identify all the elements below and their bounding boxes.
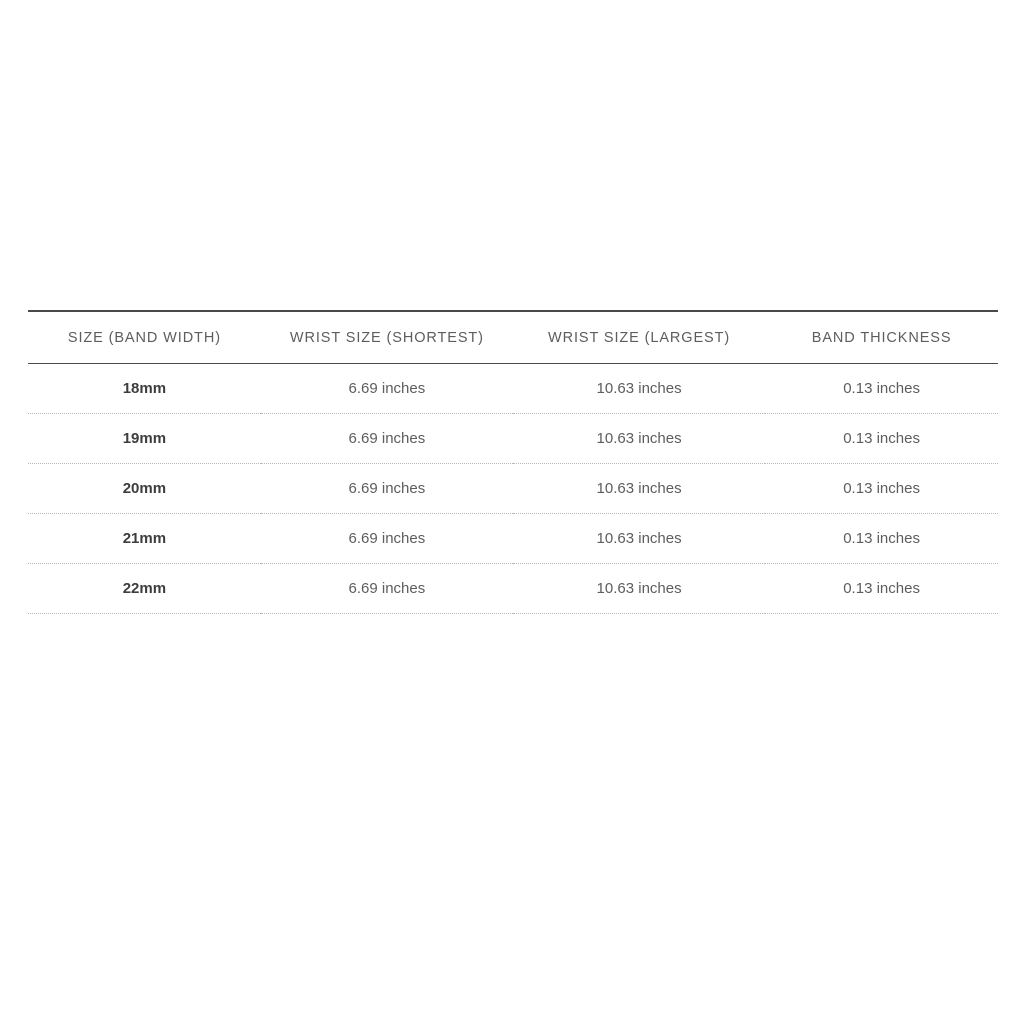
- table-body: [28, 364, 998, 614]
- cell-band-thickness: 0.13 inches: [843, 580, 920, 597]
- size-chart-container: [28, 310, 998, 614]
- cell-wrist-shortest: 6.69 inches: [348, 580, 426, 597]
- cell-wrist-largest: 10.63 inches: [596, 480, 682, 497]
- size-chart-table: [28, 310, 998, 614]
- column-header-wrist-shortest: WRIST SIZE (SHORTEST): [289, 330, 484, 346]
- cell-band-thickness: 0.13 inches: [843, 430, 920, 447]
- table-row: [28, 464, 998, 514]
- cell-band-thickness: 0.13 inches: [843, 480, 920, 497]
- cell-size: 18mm: [122, 380, 167, 397]
- cell-wrist-shortest: 6.69 inches: [348, 380, 426, 397]
- cell-band-thickness: 0.13 inches: [843, 380, 920, 397]
- cell-wrist-shortest: 6.69 inches: [348, 430, 426, 447]
- cell-wrist-largest: 10.63 inches: [596, 430, 682, 447]
- column-header-size: SIZE (BAND WIDTH): [67, 330, 221, 346]
- cell-wrist-shortest: 6.69 inches: [348, 480, 426, 497]
- table-row: [28, 414, 998, 464]
- table-row: [28, 564, 998, 614]
- cell-size: 21mm: [122, 530, 167, 547]
- cell-size: 19mm: [122, 430, 167, 447]
- cell-band-thickness: 0.13 inches: [843, 530, 920, 547]
- table-header: [28, 311, 998, 364]
- column-header-wrist-largest: WRIST SIZE (LARGEST): [548, 330, 731, 346]
- cell-wrist-largest: 10.63 inches: [596, 380, 682, 397]
- cell-size: 20mm: [122, 480, 167, 497]
- table-row: [28, 514, 998, 564]
- table-row: [28, 364, 998, 414]
- cell-size: 22mm: [122, 580, 167, 597]
- cell-wrist-largest: 10.63 inches: [596, 580, 682, 597]
- column-header-band-thickness: BAND THICKNESS: [811, 330, 952, 346]
- cell-wrist-largest: 10.63 inches: [596, 530, 682, 547]
- table-header-row: [28, 311, 998, 364]
- cell-wrist-shortest: 6.69 inches: [348, 530, 426, 547]
